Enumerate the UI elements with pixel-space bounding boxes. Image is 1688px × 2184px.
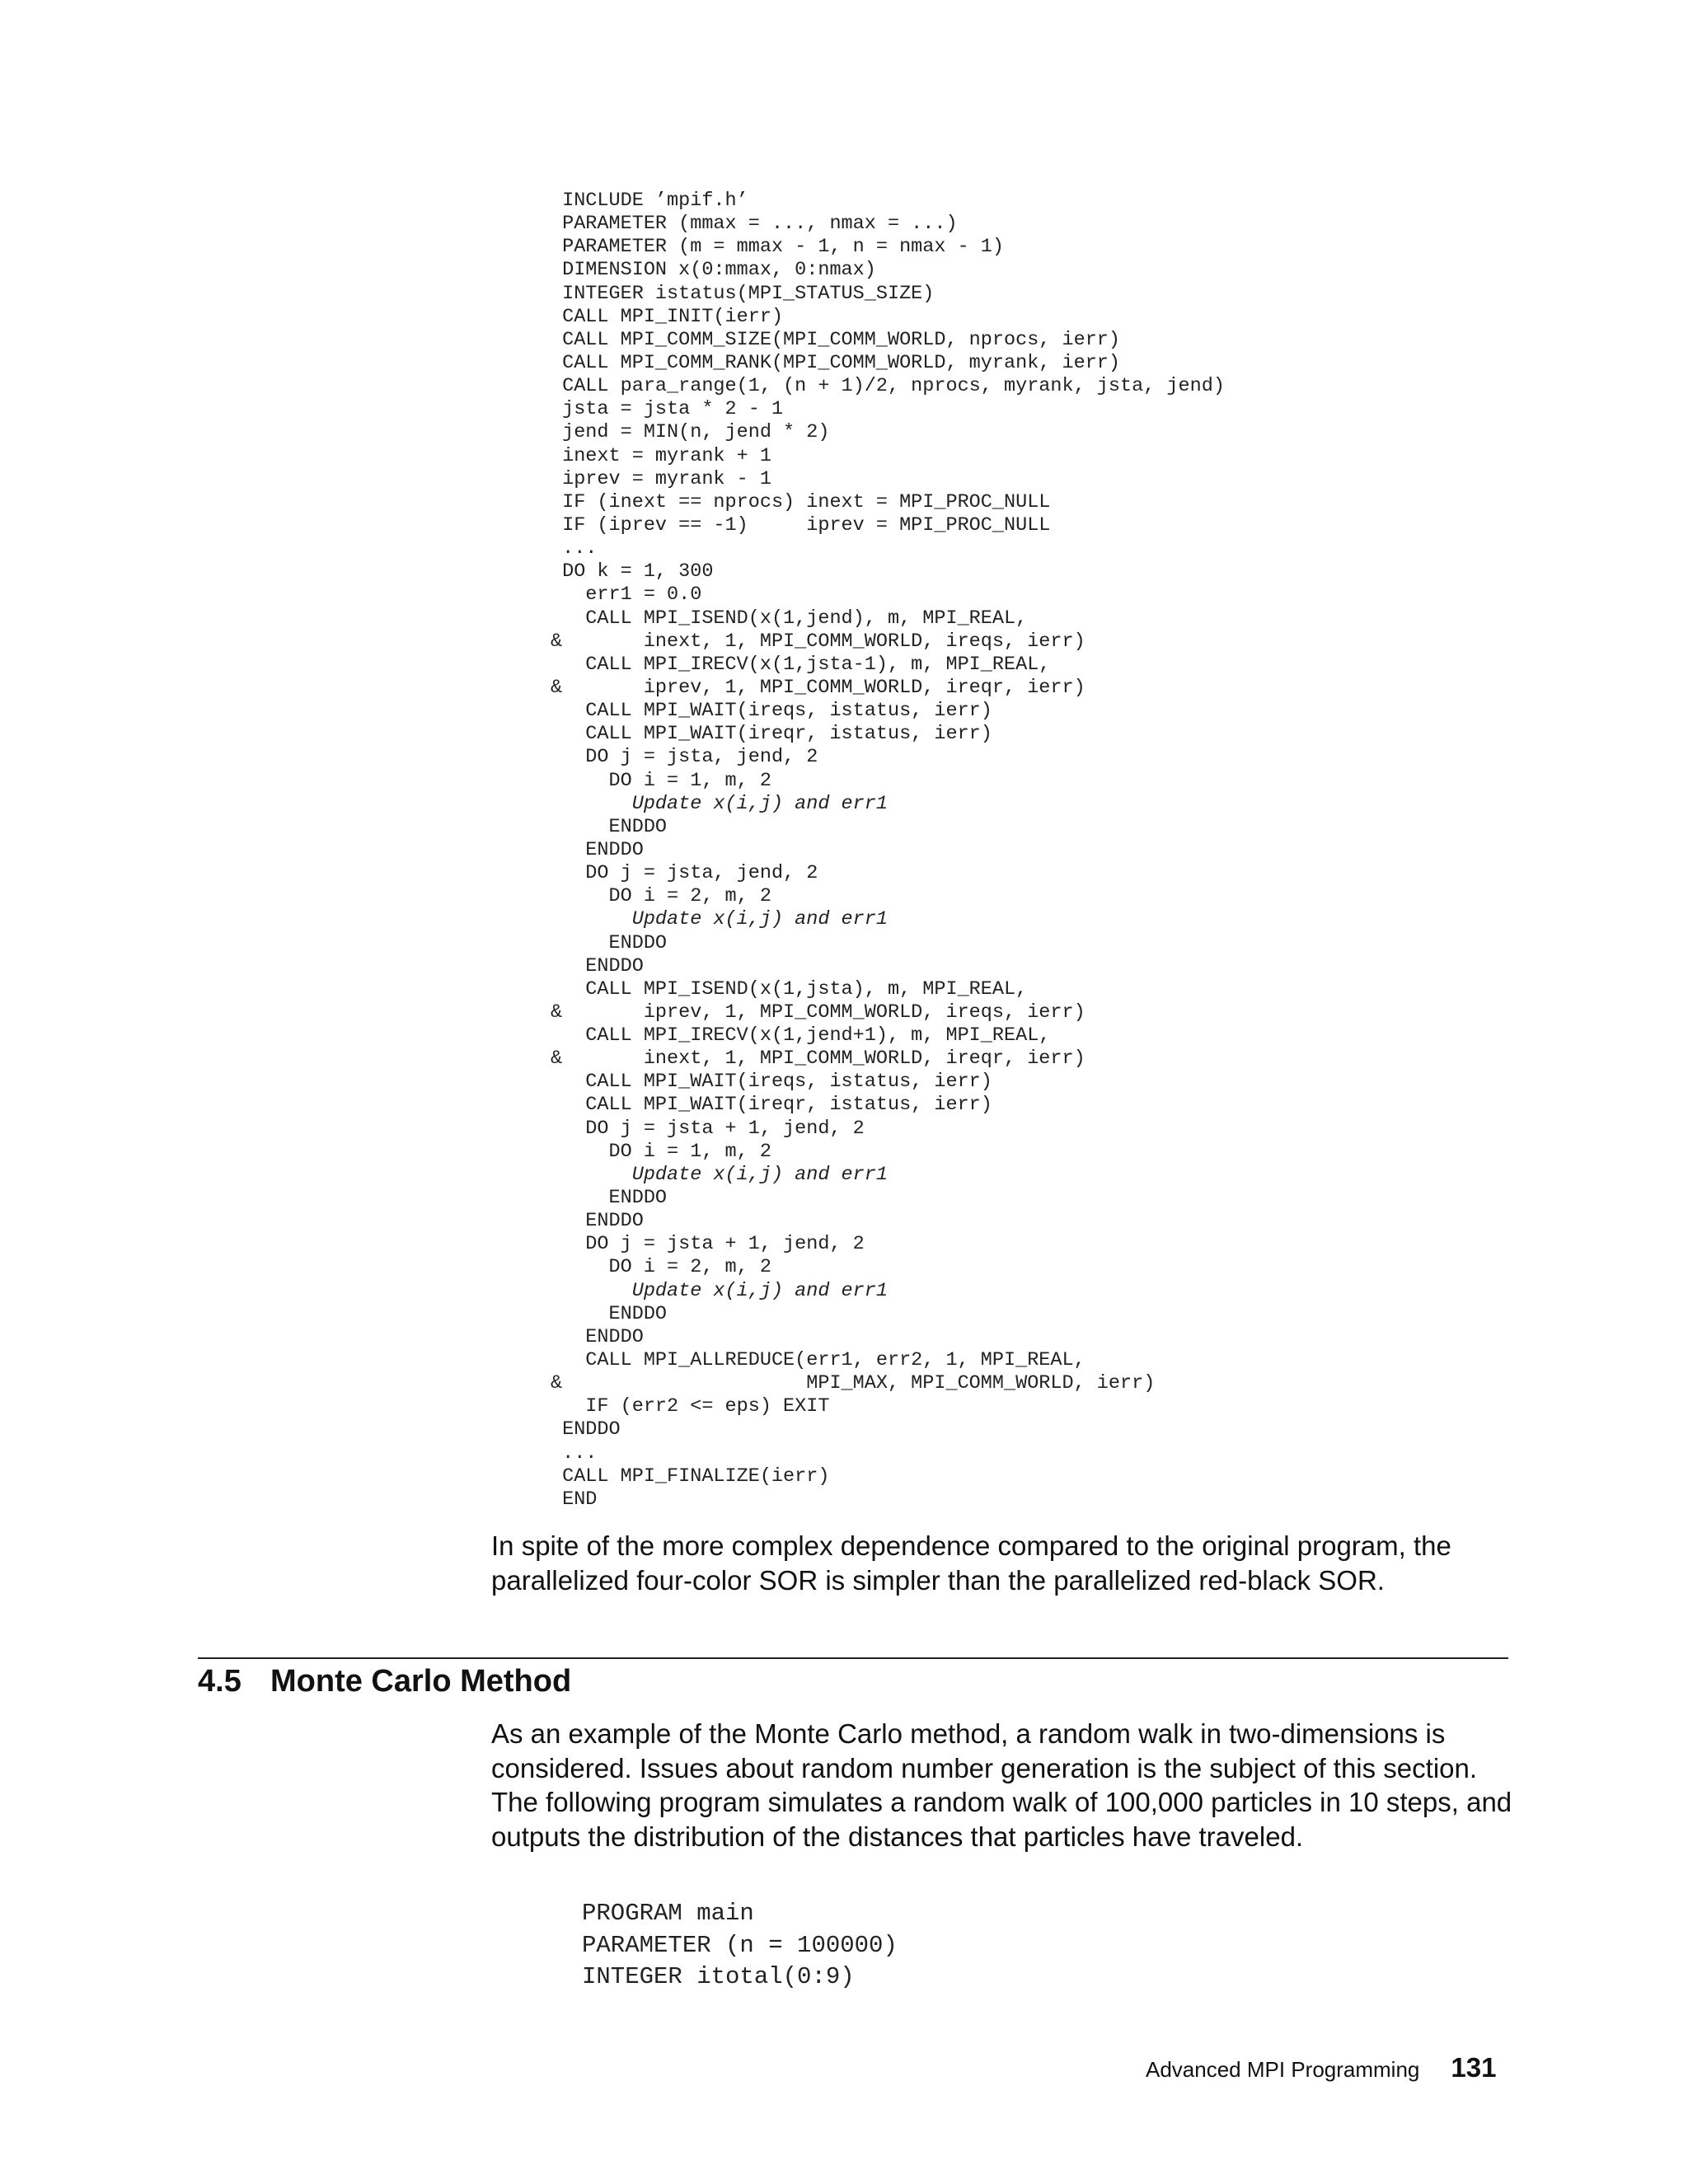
code-line: ENDDO bbox=[551, 1325, 644, 1348]
code-line: ENDDO bbox=[551, 815, 668, 838]
code-line: PARAMETER (mmax = ..., nmax = ...) bbox=[551, 213, 958, 236]
code-line: DO i = 1, m, 2 bbox=[551, 1140, 771, 1163]
pseudocode-text: Update x(i,j) and err1 bbox=[631, 1279, 888, 1302]
code-line: err1 = 0.0 bbox=[551, 583, 702, 607]
paragraph-monte-carlo-intro: As an example of the Monte Carlo method, a random walk in two-dimensions is considered. Issues about random number generation is the subject of this section. The following program simulates a random walk of 100,000 particles in 10 steps, and outputs the distribution of the distances that particles have traveled. bbox=[491, 1718, 1512, 1852]
code-line: INTEGER itotal(0:9) bbox=[582, 1963, 855, 1990]
code-line bbox=[551, 1280, 1225, 1303]
code-line: IF (iprev == -1) iprev = MPI_PROC_NULL bbox=[551, 513, 1051, 537]
code-line: iprev = myrank - 1 bbox=[551, 467, 771, 490]
code-line: CALL MPI_INIT(ierr) bbox=[551, 305, 784, 328]
code-line: IF (inext == nprocs) inext = MPI_PROC_NULL bbox=[551, 490, 1051, 513]
code-line: DO j = jsta, jend, 2 bbox=[551, 862, 818, 885]
code-line: ... bbox=[551, 537, 598, 560]
code-line: ENDDO bbox=[551, 1302, 668, 1325]
code-line: INCLUDE ’mpif.h’ bbox=[551, 190, 748, 212]
code-line: CALL MPI_WAIT(ireqs, istatus, ierr) bbox=[551, 1071, 992, 1094]
section-title: Monte Carlo Method bbox=[270, 1664, 572, 1699]
pseudocode-text: Update x(i,j) and err1 bbox=[631, 1163, 888, 1186]
code-line: DO k = 1, 300 bbox=[551, 560, 714, 583]
code-line: DO j = jsta + 1, jend, 2 bbox=[551, 1117, 865, 1140]
code-line: ENDDO bbox=[551, 1187, 668, 1210]
code-line bbox=[551, 1164, 1225, 1187]
code-line: jsta = jsta * 2 - 1 bbox=[551, 398, 784, 421]
section-divider bbox=[198, 1657, 1508, 1659]
code-line: & MPI_MAX, MPI_COMM_WORLD, ierr) bbox=[551, 1372, 1156, 1395]
code-line: IF (err2 <= eps) EXIT bbox=[551, 1395, 830, 1418]
code-line: ENDDO bbox=[551, 838, 644, 861]
code-line: DO j = jsta + 1, jend, 2 bbox=[551, 1233, 865, 1256]
code-line: & inext, 1, MPI_COMM_WORLD, ireqs, ierr) bbox=[551, 630, 1085, 653]
code-line: CALL MPI_WAIT(ireqs, istatus, ierr) bbox=[551, 700, 992, 723]
section-number: 4.5 bbox=[198, 1664, 241, 1699]
code-line: CALL MPI_COMM_SIZE(MPI_COMM_WORLD, nprocs, ierr) bbox=[551, 328, 1121, 351]
code-line: PROGRAM main bbox=[582, 1900, 754, 1927]
paragraph-sor-summary: In spite of the more complex dependence compared to the original program, the parallelized four-color SOR is simpler than the parallelized red-black SOR. bbox=[491, 1530, 1451, 1596]
code-line: & inext, 1, MPI_COMM_WORLD, ireqr, ierr) bbox=[551, 1047, 1085, 1071]
code-line: ENDDO bbox=[551, 1210, 644, 1233]
code-block-random-walk bbox=[582, 1898, 898, 1994]
section-heading bbox=[198, 1662, 571, 1700]
code-line: CALL MPI_ISEND(x(1,jsta), m, MPI_REAL, bbox=[551, 977, 1028, 1001]
code-line: inext = myrank + 1 bbox=[551, 444, 771, 467]
code-line bbox=[551, 908, 1225, 931]
code-line: DO i = 1, m, 2 bbox=[551, 769, 771, 792]
code-line bbox=[551, 793, 1225, 816]
code-line: CALL MPI_IRECV(x(1,jsta-1), m, MPI_REAL, bbox=[551, 653, 1051, 676]
code-line: PARAMETER (m = mmax - 1, n = nmax - 1) bbox=[551, 236, 1004, 259]
page-number: 131 bbox=[1451, 2052, 1497, 2083]
code-line: & iprev, 1, MPI_COMM_WORLD, ireqs, ierr) bbox=[551, 1001, 1085, 1024]
code-line: & iprev, 1, MPI_COMM_WORLD, ireqr, ierr) bbox=[551, 676, 1085, 699]
page-footer bbox=[1146, 2052, 1496, 2083]
code-line: CALL MPI_FINALIZE(ierr) bbox=[551, 1465, 830, 1488]
code-line: CALL MPI_WAIT(ireqr, istatus, ierr) bbox=[551, 1094, 992, 1117]
code-line: END bbox=[551, 1488, 598, 1511]
pseudocode-text: Update x(i,j) and err1 bbox=[631, 908, 888, 931]
code-line: CALL MPI_WAIT(ireqr, istatus, ierr) bbox=[551, 723, 992, 746]
code-line: CALL para_range(1, (n + 1)/2, nprocs, myrank, jsta, jend) bbox=[551, 375, 1225, 398]
code-line: CALL MPI_IRECV(x(1,jend+1), m, MPI_REAL, bbox=[551, 1024, 1051, 1047]
code-line: CALL MPI_COMM_RANK(MPI_COMM_WORLD, myrank, ierr) bbox=[551, 351, 1121, 374]
pseudocode-text: Update x(i,j) and err1 bbox=[631, 792, 888, 815]
code-line: DO i = 2, m, 2 bbox=[551, 885, 771, 908]
code-line: jend = MIN(n, jend * 2) bbox=[551, 421, 830, 444]
code-line: ENDDO bbox=[551, 1418, 621, 1441]
code-block-sor bbox=[551, 190, 1225, 1511]
code-line: PARAMETER (n = 100000) bbox=[582, 1931, 898, 1959]
code-line: DO j = jsta, jend, 2 bbox=[551, 746, 818, 769]
code-line: CALL MPI_ALLREDUCE(err1, err2, 1, MPI_REAL, bbox=[551, 1349, 1085, 1372]
code-line: INTEGER istatus(MPI_STATUS_SIZE) bbox=[551, 282, 935, 305]
code-line: ... bbox=[551, 1441, 598, 1465]
code-line: DIMENSION x(0:mmax, 0:nmax) bbox=[551, 259, 876, 282]
code-line: CALL MPI_ISEND(x(1,jend), m, MPI_REAL, bbox=[551, 607, 1028, 630]
code-line: ENDDO bbox=[551, 954, 644, 977]
code-line: DO i = 2, m, 2 bbox=[551, 1256, 771, 1279]
code-line: ENDDO bbox=[551, 931, 668, 954]
footer-title: Advanced MPI Programming bbox=[1146, 2057, 1420, 2082]
